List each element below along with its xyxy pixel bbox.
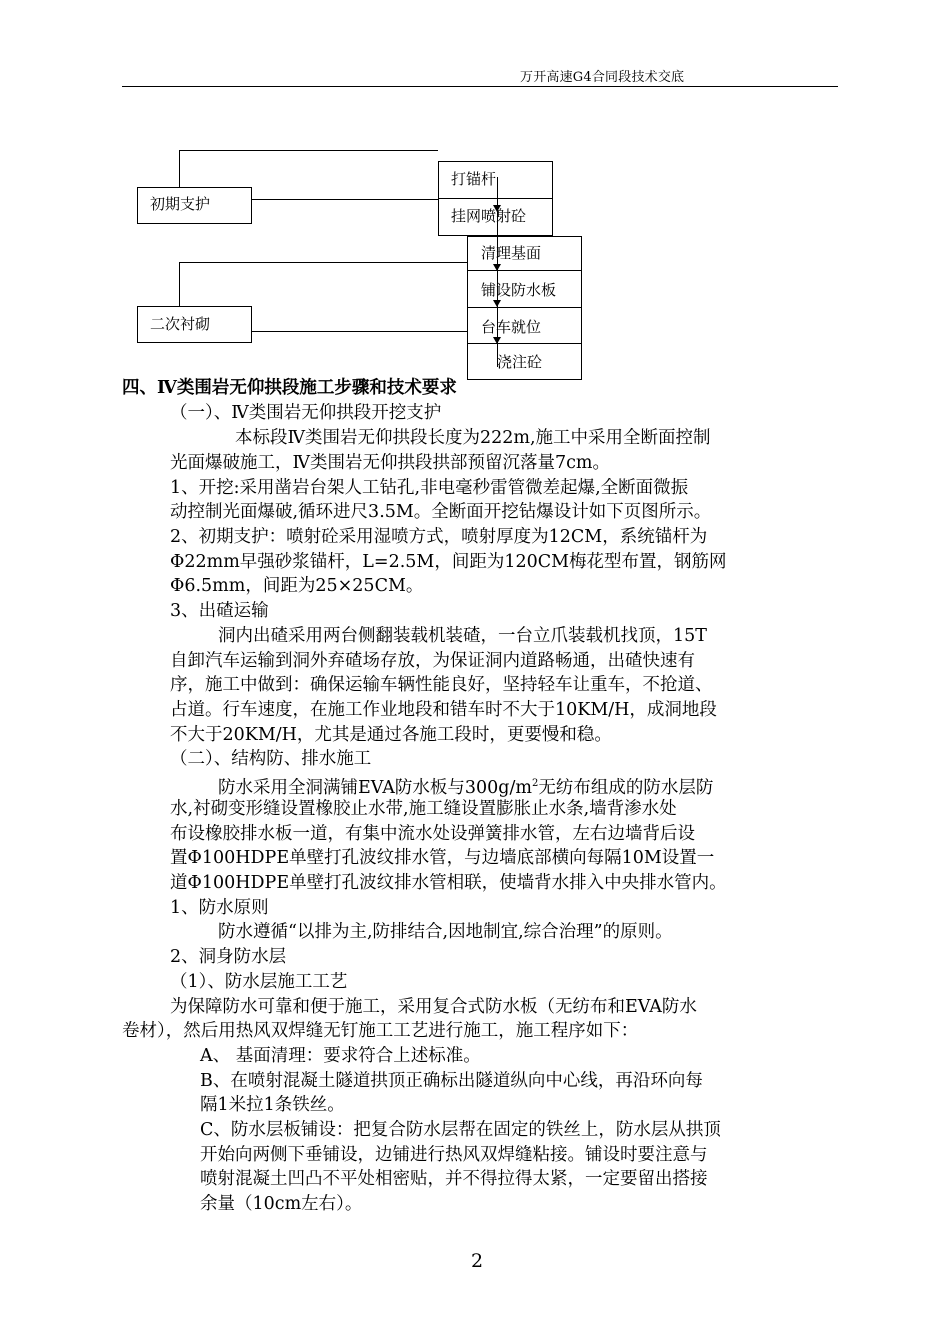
step-c-line-2: 开始向两侧下垂铺设，边铺进行热风双焊缝粘接。铺设时要注意与 bbox=[200, 1145, 708, 1165]
paragraph-4-line-1: 洞内出碴采用两台侧翻装载机装碴，一台立爪装载机找顶，15T bbox=[218, 626, 707, 646]
step-c-line-4: 余量（10cm左右）。 bbox=[200, 1194, 363, 1214]
step-shotcrete-label: 挂网喷射砼 bbox=[451, 207, 527, 225]
superscript-2: 2 bbox=[531, 778, 539, 789]
paragraph-3-line-1: 2、初期支护：喷射砼采用湿喷方式，喷射厚度为12CM，系统锚杆为 bbox=[170, 527, 708, 547]
paragraph-3-line-3: Φ6.5mm，间距为25×25CM。 bbox=[170, 576, 424, 596]
step-c-line-1: C、防水层板铺设：把复合防水层帮在固定的铁丝上，防水层从拱顶 bbox=[200, 1120, 721, 1140]
paragraph-7-line-1: 为保障防水可靠和便于施工，采用复合式防水板（无纺布和EVA防水 bbox=[170, 997, 697, 1017]
step-b-line-2: 隔1米拉1条铁丝。 bbox=[200, 1095, 345, 1115]
paragraph-4-line-5: 不大于20KM/H，尤其是通过各施工段时，更要慢和稳。 bbox=[170, 725, 612, 745]
paragraph-4-line-3: 序，施工中做到：确保运输车辆性能良好，坚持轻车让重车，不抢道、 bbox=[170, 675, 713, 695]
step-group-lining-divider-1 bbox=[467, 270, 582, 271]
step-trolley-label: 台车就位 bbox=[481, 318, 542, 336]
paragraph-1-line-1: 本标段Ⅳ类围岩无仰拱段长度为222m,施工中采用全断面控制 bbox=[235, 428, 711, 448]
subsection-1-title: （一）、Ⅳ类围岩无仰拱段开挖支护 bbox=[170, 403, 442, 423]
box-initial-support-label: 初期支护 bbox=[150, 195, 211, 213]
step-group-initial-divider bbox=[438, 198, 553, 199]
paragraph-4-line-2: 自卸汽车运输到洞外弃碴场存放，为保证洞内道路畅通，出碴快速有 bbox=[170, 651, 695, 671]
paragraph-5-line-1-b: 无纺布组成的防水层防 bbox=[538, 777, 714, 798]
section-4-title: 四、Ⅳ类围岩无仰拱段施工步骤和技术要求 bbox=[122, 378, 457, 398]
box-secondary-lining-label: 二次衬砌 bbox=[150, 315, 211, 333]
paragraph-5-line-3: 布设橡胶排水板一道，有集中流水处设弹簧排水管，左右边墙背后设 bbox=[170, 824, 695, 844]
item-b2-1-title: （1）、防水层施工工艺 bbox=[170, 972, 348, 992]
paragraph-5-line-1-a: 防水采用全洞满铺EVA防水板与300g/m bbox=[218, 777, 532, 798]
step-b-line-1: B、在喷射混凝土隧道拱顶正确标出隧道纵向中心线，再沿环向每 bbox=[200, 1071, 703, 1091]
paragraph-5-line-1 bbox=[218, 772, 713, 800]
paragraph-7-line-2: 卷材），然后用热风双焊缝无钉施工工艺进行施工，施工程序如下： bbox=[122, 1021, 639, 1041]
paragraph-6-line-1: 防水遵循“以排为主,防排结合,因地制宜,综合治理”的原则。 bbox=[218, 922, 673, 942]
paragraph-1-line-2: 光面爆破施工，Ⅳ类围岩无仰拱段拱部预留沉落量7cm。 bbox=[170, 453, 611, 473]
subsection-2-title: （二）、结构防、排水施工 bbox=[170, 749, 372, 769]
paragraph-5-line-4: 置Φ100HDPE单壁打孔波纹排水管，与边墙底部横向每隔10M设置一 bbox=[170, 848, 715, 868]
connector-lower-vertical bbox=[179, 262, 180, 306]
page-number: 2 bbox=[471, 1250, 484, 1272]
item-b2-title: 2、洞身防水层 bbox=[170, 947, 287, 967]
paragraph-4-line-4: 占道。行车速度，在施工作业地段和错车时不大于10KM/H，成洞地段 bbox=[170, 700, 717, 720]
header-title: 万开高速G4合同段技术交底 bbox=[520, 70, 685, 85]
header-rule bbox=[122, 86, 838, 87]
connector-lower-horizontal bbox=[179, 262, 467, 263]
connector-top-vertical bbox=[179, 150, 180, 187]
step-pour-concrete-label: 浇注砼 bbox=[497, 353, 543, 371]
item-b1-title: 1、防水原则 bbox=[170, 898, 269, 918]
step-clean-base-label: 清理基面 bbox=[481, 244, 542, 262]
paragraph-2-line-1: 1、开挖:采用凿岩台架人工钻孔,非电毫秒雷管微差起爆,全断面微振 bbox=[170, 478, 689, 498]
step-waterproof-board-label: 铺设防水板 bbox=[481, 281, 557, 299]
paragraph-2-line-2: 动控制光面爆破,循环进尺3.5M。全断面开挖钻爆设计如下页图所示。 bbox=[170, 502, 712, 522]
step-c-line-3: 喷射混凝土凹凸不平处相密贴，并不得拉得太紧，一定要留出搭接 bbox=[200, 1169, 708, 1189]
paragraph-5-line-5: 道Φ100HDPE单壁打孔波纹排水管相联，使墙背水排入中央排水管内。 bbox=[170, 873, 727, 893]
paragraph-3-line-2: Φ22mm早强砂浆锚杆，L=2.5M，间距为120CM梅花型布置，钢筋网 bbox=[170, 552, 727, 572]
paragraph-5-line-2: 水,衬砌变形缝设置橡胶止水带,施工缝设置膨胀止水条,墙背渗水处 bbox=[170, 799, 677, 819]
step-group-lining-divider-3 bbox=[467, 343, 582, 344]
connector-mid-horizontal bbox=[251, 199, 438, 200]
connector-top-horizontal bbox=[179, 150, 438, 151]
step-a: A、 基面清理：要求符合上述标准。 bbox=[200, 1046, 481, 1066]
step-anchor-label: 打锚杆 bbox=[451, 170, 497, 188]
connector-lower-mid-horizontal bbox=[251, 331, 467, 332]
item-3-title: 3、出碴运输 bbox=[170, 601, 269, 621]
step-group-lining-divider-2 bbox=[467, 307, 582, 308]
